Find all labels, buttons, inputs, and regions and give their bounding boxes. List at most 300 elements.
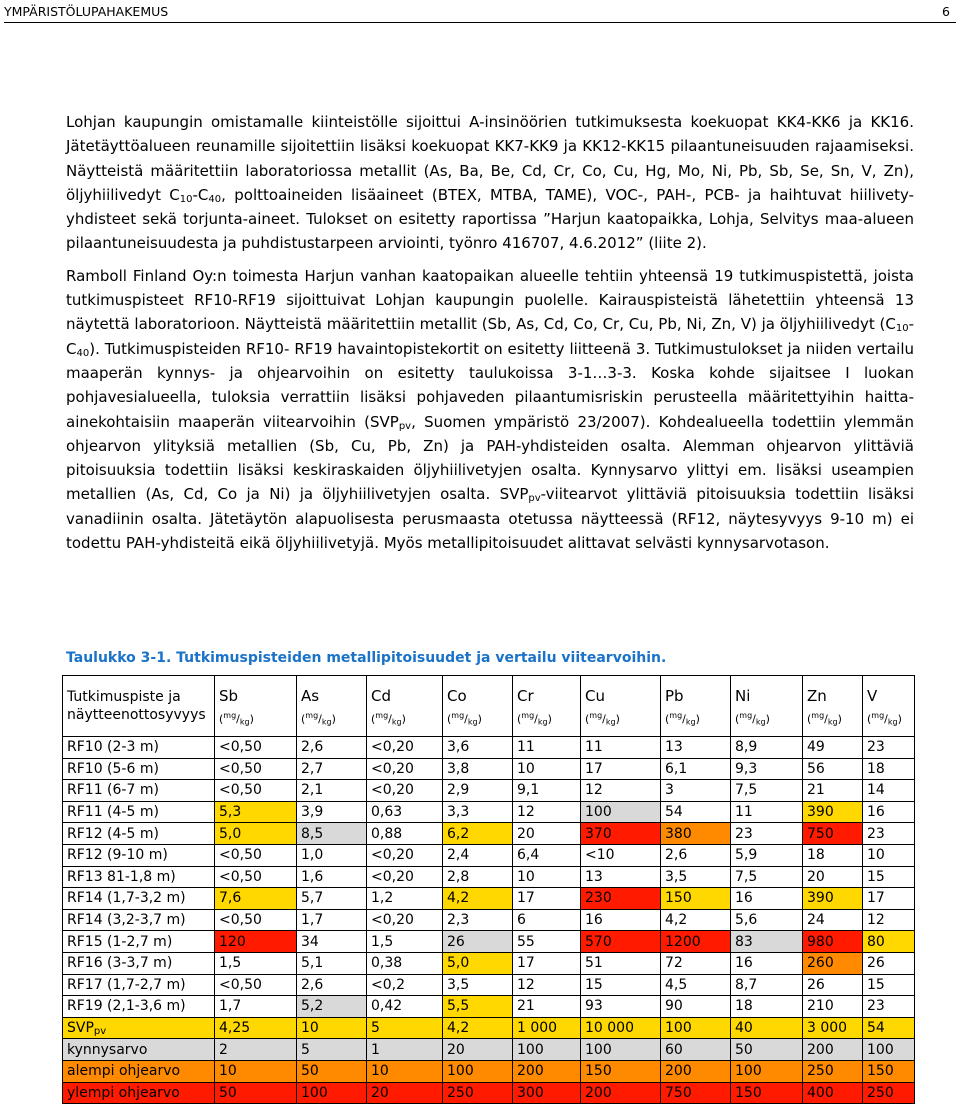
table-cell: 10 — [513, 758, 581, 780]
row-label — [63, 1017, 215, 1039]
table-cell: <0,20 — [367, 758, 443, 780]
element-name: Cd — [371, 686, 391, 705]
table-cell: <0,50 — [215, 974, 297, 996]
unit-part: / — [884, 712, 888, 726]
table-cell: 6,2 — [443, 823, 513, 845]
table-cell: 5,0 — [215, 823, 297, 845]
table-cell: 570 — [581, 931, 661, 953]
unit-part: ) — [249, 712, 254, 726]
table-cell: <0,50 — [215, 780, 297, 802]
row-label — [63, 952, 215, 974]
table-cell: 8,5 — [297, 823, 367, 845]
unit-part: / — [388, 712, 392, 726]
unit-part: / — [752, 712, 756, 726]
table-cell: 20 — [513, 823, 581, 845]
table-cell: 390 — [803, 801, 863, 823]
row-label — [63, 974, 215, 996]
header-sb — [215, 676, 297, 737]
table-cell: 5,0 — [443, 952, 513, 974]
row-label-text: RF16 (3-3,7 m) — [67, 955, 173, 972]
paragraph-2 — [66, 264, 914, 556]
row-label — [63, 1082, 215, 1104]
element-name: Pb — [665, 686, 684, 705]
unit-part: mg — [811, 710, 825, 720]
table-cell: 300 — [513, 1082, 581, 1104]
row-label-text: RF12 (9-10 m) — [67, 847, 168, 864]
unit-part: ( — [735, 712, 740, 726]
unit-part: kg — [239, 717, 250, 727]
table-cell: 50 — [215, 1082, 297, 1104]
table-cell: 18 — [863, 758, 915, 780]
table-cell: <0,2 — [367, 974, 443, 996]
unit-part: kg — [605, 717, 616, 727]
table-cell: 5,2 — [297, 996, 367, 1018]
table-cell: 0,88 — [367, 823, 443, 845]
table-cell: 100 — [863, 1039, 915, 1061]
table-cell: 5,5 — [443, 996, 513, 1018]
unit-part: / — [318, 712, 322, 726]
table-cell: 1,2 — [367, 888, 443, 910]
document-title: YMPÄRISTÖLUPAHAKEMUS — [4, 4, 169, 19]
unit-part: ) — [331, 712, 336, 726]
page-header — [4, 4, 950, 22]
unit-part: ( — [665, 712, 670, 726]
table-cell: <0,50 — [215, 909, 297, 931]
unit-part: mg — [871, 710, 885, 720]
unit-part: kg — [537, 717, 548, 727]
table-cell: 18 — [803, 844, 863, 866]
table-cell: 26 — [863, 952, 915, 974]
p1-text-c: , polttoaineiden lisäaineet (BTEX, MTBA, TAME), VOC-, PAH-, PCB- ja haihtuvat hiilivety-yhdisteet sekä torjunta-aineet. Tulokset on esitetty raportissa ”Harjun kaatopaikka, Lohja, Selvitys maa-alueen pilaantuneisuudesta ja puhdistustarpeen arviointi, työnro 416707, 4.6.2012” (liite 2). — [66, 185, 914, 253]
table-cell: 2,9 — [443, 780, 513, 802]
row-label-text: RF12 (4-5 m) — [67, 825, 159, 842]
table-cell: 5,3 — [215, 801, 297, 823]
table-cell: 6,1 — [661, 758, 731, 780]
table-cell: 54 — [661, 801, 731, 823]
p2-sub-4: pv — [528, 493, 541, 505]
table-cell: 9,3 — [731, 758, 803, 780]
table-cell: <0,20 — [367, 780, 443, 802]
p2-sub-2: 40 — [76, 347, 90, 359]
row-label-text: alempi ohjearvo — [67, 1063, 181, 1080]
unit-part: / — [464, 712, 468, 726]
table-cell: 11 — [731, 801, 803, 823]
row-label — [63, 780, 215, 802]
table-cell: 1,5 — [367, 931, 443, 953]
table-cell: 51 — [581, 952, 661, 974]
table-cell: 7,5 — [731, 780, 803, 802]
table-cell: 150 — [661, 888, 731, 910]
table-cell: <0,20 — [367, 737, 443, 759]
table-cell: <0,20 — [367, 909, 443, 931]
table-caption: Taulukko 3-1. Tutkimuspisteiden metallipitoisuudet ja vertailu viitearvoihin. — [66, 650, 667, 666]
table-row — [63, 1082, 915, 1104]
table-cell: <0,50 — [215, 758, 297, 780]
table-cell: 2,8 — [443, 866, 513, 888]
table-cell: 12 — [581, 780, 661, 802]
table-cell: 4,2 — [443, 1017, 513, 1039]
unit-part: ) — [765, 712, 770, 726]
unit-label — [371, 711, 442, 726]
table-cell: 10 — [513, 866, 581, 888]
unit-label — [867, 711, 914, 726]
row-label — [63, 758, 215, 780]
unit-part: kg — [685, 717, 696, 727]
table-cell: 5,1 — [297, 952, 367, 974]
table-cell: 54 — [863, 1017, 915, 1039]
table-cell: 2,3 — [443, 909, 513, 931]
unit-part: ( — [867, 712, 872, 726]
table-cell: 400 — [803, 1082, 863, 1104]
table-row — [63, 823, 915, 845]
table-header-row — [63, 676, 915, 737]
p2-text-b: -C — [66, 315, 914, 358]
table-cell: 6,4 — [513, 844, 581, 866]
table-cell: 5,9 — [731, 844, 803, 866]
unit-part: ( — [517, 712, 522, 726]
table-cell: 210 — [803, 996, 863, 1018]
table-cell: 1,6 — [297, 866, 367, 888]
table-cell: 5,6 — [731, 909, 803, 931]
element-name: V — [867, 686, 878, 705]
table-cell: 7,5 — [731, 866, 803, 888]
table-cell: 100 — [581, 801, 661, 823]
table-cell: 20 — [803, 866, 863, 888]
table-cell: 2,7 — [297, 758, 367, 780]
paragraph-1 — [66, 110, 914, 256]
table-cell: 20 — [443, 1039, 513, 1061]
row-label-sub: pv — [93, 1026, 107, 1038]
table-cell: 5 — [297, 1039, 367, 1061]
row-label-text: RF10 (2-3 m) — [67, 739, 159, 756]
table-cell: 23 — [863, 737, 915, 759]
table-cell: 3,5 — [443, 974, 513, 996]
table-cell: 9,1 — [513, 780, 581, 802]
table-cell: 15 — [863, 974, 915, 996]
table-cell: 90 — [661, 996, 731, 1018]
row-label-text: RF10 (5-6 m) — [67, 760, 159, 777]
table-cell: 11 — [581, 737, 661, 759]
table-row — [63, 801, 915, 823]
element-name: Zn — [807, 686, 827, 705]
table-row — [63, 758, 915, 780]
unit-part: ) — [695, 712, 700, 726]
table-cell: 23 — [863, 823, 915, 845]
table-cell: 23 — [863, 996, 915, 1018]
table-cell: 250 — [443, 1082, 513, 1104]
unit-part: / — [534, 712, 538, 726]
row-label-text: RF14 (1,7-3,2 m) — [67, 890, 186, 907]
p1-text-b: -C — [192, 185, 209, 204]
table-row — [63, 844, 915, 866]
header-pb — [661, 676, 731, 737]
row-label — [63, 844, 215, 866]
table-cell: 0,38 — [367, 952, 443, 974]
unit-part: kg — [321, 717, 332, 727]
table-cell: 5,7 — [297, 888, 367, 910]
unit-part: kg — [391, 717, 402, 727]
table-cell: 1,0 — [297, 844, 367, 866]
unit-part: / — [236, 712, 240, 726]
table-cell: 100 — [443, 1060, 513, 1082]
table-cell: 3,5 — [661, 866, 731, 888]
table-row — [63, 1017, 915, 1039]
table-cell: 8,9 — [731, 737, 803, 759]
table-cell: 980 — [803, 931, 863, 953]
table-cell: 34 — [297, 931, 367, 953]
header-v — [863, 676, 915, 737]
row-label-text: RF19 (2,1-3,6 m) — [67, 998, 186, 1015]
row-label — [63, 996, 215, 1018]
table-cell: 200 — [581, 1082, 661, 1104]
table-cell: 14 — [863, 780, 915, 802]
table-cell: 10 000 — [581, 1017, 661, 1039]
row-label — [63, 931, 215, 953]
row-label — [63, 909, 215, 931]
element-name: As — [301, 686, 320, 705]
table-row — [63, 737, 915, 759]
table-cell: 12 — [513, 801, 581, 823]
table-cell: 3,3 — [443, 801, 513, 823]
unit-part: mg — [669, 710, 683, 720]
row-label-text: kynnysarvo — [67, 1041, 148, 1058]
table-row — [63, 974, 915, 996]
table-cell: 750 — [803, 823, 863, 845]
table-row — [63, 952, 915, 974]
table-row — [63, 996, 915, 1018]
unit-part: / — [682, 712, 686, 726]
table-cell: 0,42 — [367, 996, 443, 1018]
table-cell: 80 — [863, 931, 915, 953]
metals-table — [62, 675, 915, 1104]
table-cell: 12 — [513, 974, 581, 996]
table-cell: 49 — [803, 737, 863, 759]
table-cell: 3 — [661, 780, 731, 802]
unit-part: mg — [375, 710, 389, 720]
table-cell: 60 — [661, 1039, 731, 1061]
table-cell: 150 — [731, 1082, 803, 1104]
unit-part: mg — [739, 710, 753, 720]
row-label-text: RF11 (4-5 m) — [67, 804, 159, 821]
table-cell: 10 — [215, 1060, 297, 1082]
unit-part: ) — [837, 712, 842, 726]
unit-part: mg — [451, 710, 465, 720]
header-co — [443, 676, 513, 737]
unit-part: ( — [301, 712, 306, 726]
p1-text-a: Lohjan kaupungin omistamalle kiinteistölle sijoittui A-insinöörien tutkimuksesta koekuopat KK4-KK6 ja KK16. Jätetäyttöalueen reunamille sijoitettiin lisäksi koekuopat KK7-KK9 ja KK12-KK15 pilaantuneisuuden rajaamiseksi. Näytteistä määritettiin laboratoriossa metallit (As, Ba, Be, Cd, Cr, Co, Cu, Hg, Mo, Ni, Pb, Sb, Se, Sn, V, Zn), öljyhiilivedyt C — [66, 113, 914, 204]
unit-part: ( — [807, 712, 812, 726]
table-cell: 380 — [661, 823, 731, 845]
table-cell: 390 — [803, 888, 863, 910]
table-cell: 3,6 — [443, 737, 513, 759]
table-cell: 17 — [513, 888, 581, 910]
unit-label — [735, 711, 802, 726]
table-cell: 150 — [581, 1060, 661, 1082]
p2-text-c: ). Tutkimuspisteiden RF10- RF19 havaintopistekortit on esitetty liitteenä 3. Tutkimustulokset ja niiden vertailu maaperän kynnys- ja ohjearvoihin on esitetty taulukoissa 3-1…3-3. Koska kohde sijaitsee I luokan pohjavesialueella, tuloksia verrattiin lisäksi pohjaveden pilaantumisriskin perusteella määritettyihin haitta-ainekohtaisiin maaperän viitearvoihin (SVP — [66, 339, 914, 431]
unit-part: ) — [477, 712, 482, 726]
unit-part: kg — [887, 717, 898, 727]
unit-label — [585, 711, 660, 726]
unit-label — [807, 711, 862, 726]
table-cell: 13 — [661, 737, 731, 759]
table-cell: 230 — [581, 888, 661, 910]
table-cell: 3 000 — [803, 1017, 863, 1039]
table-cell: 7,6 — [215, 888, 297, 910]
table-cell: 18 — [731, 996, 803, 1018]
row-label — [63, 1039, 215, 1061]
table-cell: 12 — [863, 909, 915, 931]
element-name: Co — [447, 686, 467, 705]
table-cell: 15 — [863, 866, 915, 888]
table-cell: 3,8 — [443, 758, 513, 780]
table-row — [63, 1039, 915, 1061]
table-cell: 100 — [661, 1017, 731, 1039]
table-cell: 1 — [367, 1039, 443, 1061]
element-name: Sb — [219, 686, 239, 705]
unit-part: ( — [371, 712, 376, 726]
unit-part: ) — [615, 712, 620, 726]
unit-part: ) — [547, 712, 552, 726]
table-cell: 16 — [581, 909, 661, 931]
table-cell: 83 — [731, 931, 803, 953]
table-cell: 100 — [581, 1039, 661, 1061]
row-label-text: RF15 (1-2,7 m) — [67, 933, 173, 950]
table-cell: 10 — [297, 1017, 367, 1039]
table-cell: 26 — [443, 931, 513, 953]
table-cell: 55 — [513, 931, 581, 953]
table-cell: 250 — [803, 1060, 863, 1082]
row-label — [63, 801, 215, 823]
unit-part: / — [602, 712, 606, 726]
table-cell: <0,50 — [215, 866, 297, 888]
unit-part: ( — [585, 712, 590, 726]
table-cell: 17 — [513, 952, 581, 974]
table-cell: 2 — [215, 1039, 297, 1061]
table-cell: 17 — [581, 758, 661, 780]
table-cell: <10 — [581, 844, 661, 866]
table-cell: 11 — [513, 737, 581, 759]
table-cell: 93 — [581, 996, 661, 1018]
table-cell: 100 — [731, 1060, 803, 1082]
header-as — [297, 676, 367, 737]
header-cd — [367, 676, 443, 737]
table-cell: 4,25 — [215, 1017, 297, 1039]
table-cell: 120 — [215, 931, 297, 953]
table-cell: 10 — [863, 844, 915, 866]
table-cell: 260 — [803, 952, 863, 974]
table-cell: 6 — [513, 909, 581, 931]
table-cell: 26 — [803, 974, 863, 996]
table-row — [63, 931, 915, 953]
table-cell: 17 — [863, 888, 915, 910]
table-cell: 16 — [731, 952, 803, 974]
table-cell: 13 — [581, 866, 661, 888]
table-cell: 50 — [297, 1060, 367, 1082]
unit-part: kg — [827, 717, 838, 727]
table-cell: 4,2 — [661, 909, 731, 931]
unit-part: ) — [401, 712, 406, 726]
table-cell: 1,5 — [215, 952, 297, 974]
p2-text-d: , Suomen ympäristö 23/2007). Kohdealueella todettiin ylemmän ohjearvon ylityksiä metallien (Sb, Cu, Pb, Zn) ja PAH-yhdisteiden osalta. Alemman ohjearvon ylittäviä pitoisuuksia todettiin lisäksi keskiraskaiden öljyhiilivetyjen osalta. Kynnysarvo ylittyi em. lisäksi useampien metallien (As, Cd, Co ja Ni) ja öljyhiilivetyjen osalta. SVP — [66, 412, 914, 504]
table-cell: 40 — [731, 1017, 803, 1039]
unit-label — [301, 711, 366, 726]
table-cell: 2,6 — [661, 844, 731, 866]
unit-part: mg — [521, 710, 535, 720]
table-cell: 1,7 — [215, 996, 297, 1018]
table-cell: 200 — [803, 1039, 863, 1061]
row-label — [63, 737, 215, 759]
table-cell: 0,63 — [367, 801, 443, 823]
header-cu — [581, 676, 661, 737]
table-cell: 20 — [367, 1082, 443, 1104]
unit-part: / — [824, 712, 828, 726]
table-cell: <0,20 — [367, 866, 443, 888]
unit-part: ( — [219, 712, 224, 726]
p2-text-e: -viitearvot ylittäviä pitoisuuksia todettiin lisäksi vanadiinin osalta. Jätetäytön alapuolisesta perusmaasta otetussa näytteessä (RF12, näytesyvyys 9-10 m) ei todettu PAH-yhdisteitä eikä öljyhiilivetyjä. Myös metallipitoisuudet alittavat selvästi kynnysarvotason. — [66, 485, 914, 553]
element-name: Cu — [585, 686, 605, 705]
table-cell: 3,9 — [297, 801, 367, 823]
row-label-text: RF13 81-1,8 m) — [67, 868, 176, 885]
table-cell: 2,1 — [297, 780, 367, 802]
element-name: Ni — [735, 686, 751, 705]
table-cell: <0,50 — [215, 737, 297, 759]
table-cell: 100 — [297, 1082, 367, 1104]
header-ni — [731, 676, 803, 737]
body-text — [66, 110, 914, 555]
unit-label — [665, 711, 730, 726]
p1-sub-2: 40 — [208, 193, 222, 205]
table-cell: 56 — [803, 758, 863, 780]
header-cr — [513, 676, 581, 737]
unit-part: kg — [467, 717, 478, 727]
table-cell: 15 — [581, 974, 661, 996]
table-cell: 1 000 — [513, 1017, 581, 1039]
row-label-text: RF11 (6-7 m) — [67, 782, 159, 799]
table-cell: 1200 — [661, 931, 731, 953]
table-cell: 21 — [513, 996, 581, 1018]
unit-label — [219, 711, 296, 726]
table-cell: 2,6 — [297, 974, 367, 996]
table-body — [63, 737, 915, 1104]
unit-part: mg — [223, 710, 237, 720]
table-cell: 370 — [581, 823, 661, 845]
header-corner: Tutkimuspiste ja näytteenottosyvyys — [63, 676, 215, 737]
p1-sub-1: 10 — [179, 193, 193, 205]
row-label-text: RF14 (3,2-3,7 m) — [67, 912, 186, 929]
table-cell: 2,6 — [297, 737, 367, 759]
p2-sub-3: pv — [398, 420, 412, 432]
table-cell: <0,20 — [367, 844, 443, 866]
unit-part: mg — [589, 710, 603, 720]
table-row — [63, 1060, 915, 1082]
table-cell: 50 — [731, 1039, 803, 1061]
unit-part: kg — [755, 717, 766, 727]
table-cell: 5 — [367, 1017, 443, 1039]
table-cell: 2,4 — [443, 844, 513, 866]
page-number: 6 — [942, 4, 950, 19]
table-cell: 8,7 — [731, 974, 803, 996]
table-cell: 16 — [863, 801, 915, 823]
table-cell: 10 — [367, 1060, 443, 1082]
table-cell: 4,2 — [443, 888, 513, 910]
table-row — [63, 909, 915, 931]
table-cell: 200 — [661, 1060, 731, 1082]
unit-part: ) — [897, 712, 902, 726]
table-cell: 21 — [803, 780, 863, 802]
table-row — [63, 888, 915, 910]
unit-label — [517, 711, 580, 726]
table-cell: 24 — [803, 909, 863, 931]
